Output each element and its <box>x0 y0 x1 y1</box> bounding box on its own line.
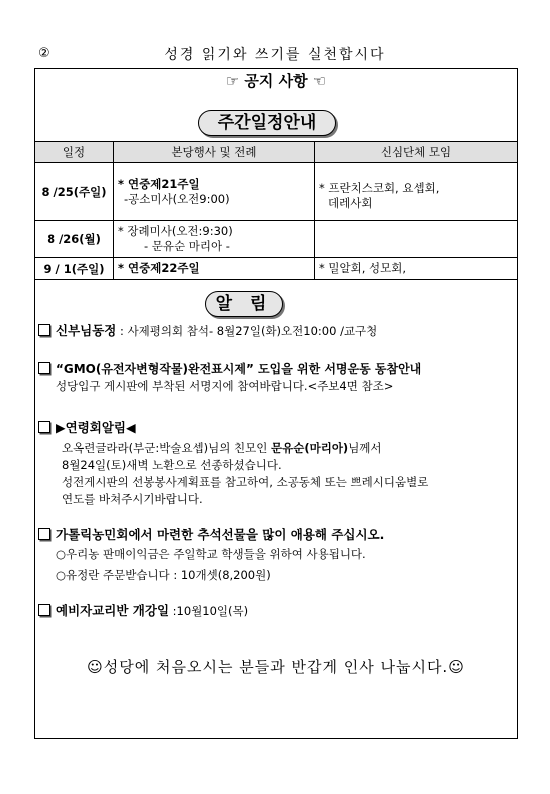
table-row <box>35 163 518 221</box>
section-detail: : 사제평의회 참석- 8월27일(화)오전10:00 /교구청 <box>116 324 378 338</box>
header-title: 성경 읽기와 쓰기를 실천합시다 <box>164 47 386 63</box>
row-events <box>114 163 315 221</box>
col-header-events: 본당행사 및 전례 <box>114 142 315 163</box>
section-heading: “GMO(유전자변형작물)완전표시제” 도입을 위한 서명운동 동참안내 <box>56 362 422 376</box>
group-line: 데레사회 <box>328 195 373 210</box>
section-heading: ▶연령회알림◀ <box>56 420 136 435</box>
announcements-pill: 알 림 <box>205 291 283 317</box>
col-header-groups: 신심단체 모임 <box>315 142 518 163</box>
section-body-line: ○우리농 판매이익금은 주일학교 학생들을 위하여 사용됩니다. <box>56 547 366 561</box>
section-pastor-schedule <box>38 321 377 339</box>
deceased-name: 문유순(마리아) <box>271 441 349 455</box>
row-date: 9 / 1(주일) <box>35 258 114 280</box>
section-body-line: ○유정란 주문받습니다 : 10개셋(8,200원) <box>56 568 271 582</box>
weekly-schedule-pill: 주간일정안내 <box>198 110 336 136</box>
row-date: 8 /25(주일) <box>35 163 114 221</box>
event-line: -공소미사(오전9:00) <box>124 191 230 206</box>
checkbox-square-icon <box>38 362 50 374</box>
section-detail: :10월10일(목) <box>169 604 249 618</box>
row-groups <box>315 258 518 280</box>
group-line: * 프란치스코회, 요셉회, <box>319 180 440 195</box>
section-body-line <box>62 440 382 456</box>
section-heading: 가톨릭농민회에서 마련한 추석선물을 많이 애용해 주십시오. <box>56 527 385 542</box>
schedule-table <box>34 141 518 280</box>
event-line: - 문유순 마리아 - <box>144 239 230 253</box>
row-events <box>114 221 315 258</box>
section-catechumen-class <box>38 601 248 619</box>
table-row <box>35 221 518 258</box>
body-text: 님께서 <box>348 441 382 455</box>
group-line: * 밀알회, 성모회, <box>319 261 407 275</box>
row-events <box>114 258 315 280</box>
notice-title: ☞ 공지 사항 ☜ <box>225 72 327 90</box>
col-header-date: 일정 <box>35 142 114 163</box>
table-row <box>35 258 518 280</box>
event-line: * 장례미사(오전:9:30) <box>118 224 233 238</box>
checkbox-square-icon <box>38 528 50 540</box>
section-heading: 예비자교리반 개강일 <box>56 603 170 618</box>
event-line: * 연중제21주일 <box>118 176 200 191</box>
checkbox-square-icon <box>38 604 50 616</box>
body-text: 오옥련글라라(부군:박술요셉)님의 친모인 <box>62 441 272 455</box>
page-number: ② <box>38 46 50 61</box>
section-funeral-notice <box>38 418 136 436</box>
event-line: * 연중제22주일 <box>118 261 200 275</box>
section-gmo-petition <box>38 360 421 377</box>
row-groups <box>315 221 518 258</box>
section-heading: 신부님동정 <box>56 323 117 338</box>
row-date: 8 /26(월) <box>35 221 114 258</box>
section-body-line: 연도를 바쳐주시기바랍니다. <box>62 492 203 506</box>
section-body-line: 성당입구 게시판에 부착된 서명지에 참여바랍니다.<주보4면 참조> <box>56 379 394 393</box>
section-body-line: 8월24일(토)새벽 노환으로 선종하셨습니다. <box>62 458 282 472</box>
row-groups <box>315 163 518 221</box>
closing-greeting: ☺성당에 처음오시는 분들과 반갑게 인사 나눕시다.☺ <box>87 658 465 676</box>
section-farmers-gift <box>38 525 384 543</box>
section-body-line: 성전게시판의 선봉봉사계획표를 참고하여, 소공동체 또는 쁘레시디움별로 <box>62 475 429 489</box>
checkbox-square-icon <box>38 324 50 336</box>
checkbox-square-icon <box>38 421 50 433</box>
